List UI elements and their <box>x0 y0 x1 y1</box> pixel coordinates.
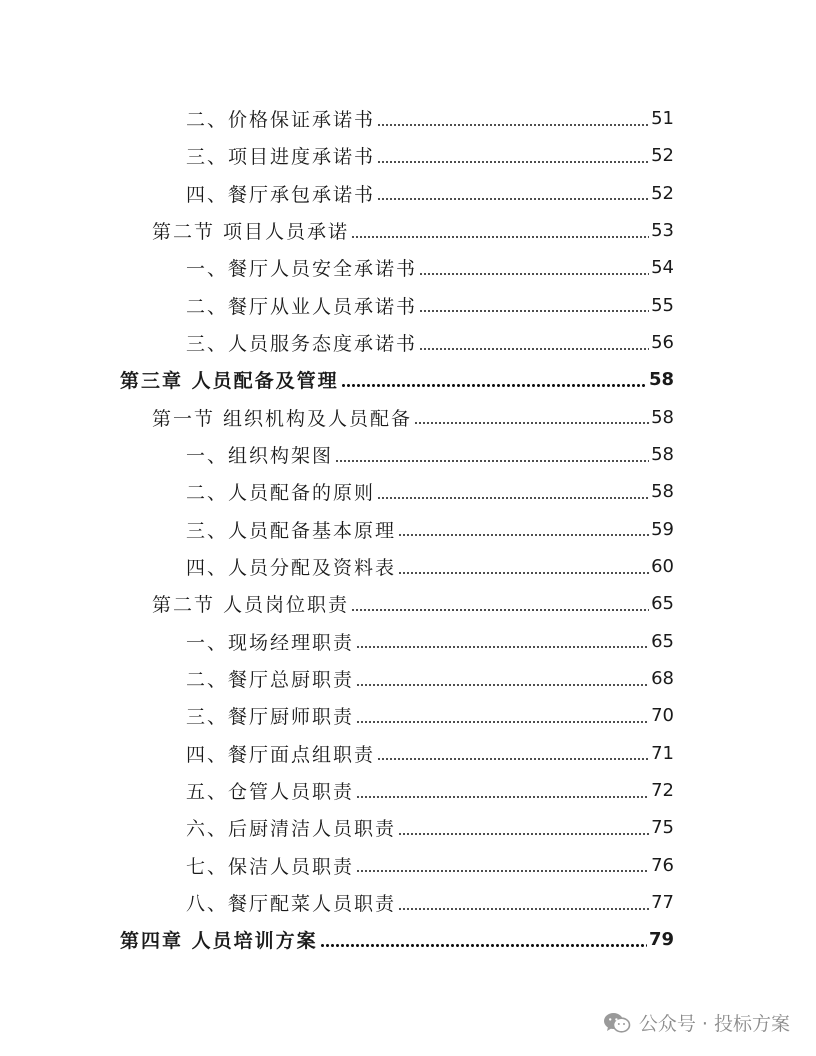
toc-entry-item[interactable] <box>0 137 816 174</box>
toc-entry-item[interactable] <box>0 175 816 212</box>
dot-leader <box>398 570 649 576</box>
toc-entry-title: 一、现场经理职责 <box>186 631 355 654</box>
dot-leader <box>356 644 649 650</box>
toc-entry-title: 四、人员分配及资料表 <box>186 557 397 580</box>
toc-entry-section[interactable] <box>0 212 816 249</box>
toc-entry-title: 第四章 人员培训方案 <box>120 930 318 953</box>
toc-page-number: 60 <box>651 556 674 578</box>
toc-entry-item[interactable] <box>0 809 816 846</box>
toc-entry-item[interactable] <box>0 697 816 734</box>
toc-page-number: 54 <box>651 257 674 279</box>
dot-leader <box>356 794 649 800</box>
toc-entry-title: 四、餐厅承包承诺书 <box>186 183 376 206</box>
toc-entry-item[interactable] <box>0 660 816 697</box>
toc-page-number: 58 <box>651 481 674 503</box>
dot-leader <box>351 234 649 240</box>
toc-entry-title: 二、价格保证承诺书 <box>186 109 376 132</box>
toc-entry-title: 一、组织构架图 <box>186 445 334 468</box>
toc-page-number: 68 <box>651 668 674 690</box>
toc-page-number: 55 <box>651 294 674 316</box>
toc-entry-section[interactable] <box>0 585 816 622</box>
toc-entry-item[interactable] <box>0 772 816 809</box>
dot-leader <box>377 159 649 165</box>
dot-leader <box>341 383 647 389</box>
toc-entry-title: 六、后厨清洁人员职责 <box>186 818 397 841</box>
toc-entry-item[interactable] <box>0 548 816 585</box>
toc-entry-item[interactable] <box>0 473 816 510</box>
toc-entry-title: 八、餐厅配菜人员职责 <box>186 893 397 916</box>
toc-page-number: 51 <box>651 108 674 130</box>
wechat-icon <box>603 1011 631 1035</box>
toc-entry-title: 三、项目进度承诺书 <box>186 146 376 169</box>
dot-leader <box>398 906 649 912</box>
toc-page-number: 65 <box>651 593 674 615</box>
toc-entry-item[interactable] <box>0 847 816 884</box>
dot-leader <box>377 196 649 202</box>
dot-leader <box>356 682 649 688</box>
toc-page-number: 53 <box>651 220 674 242</box>
dot-leader <box>398 831 649 837</box>
table-of-contents <box>0 100 816 959</box>
toc-page-number: 52 <box>651 182 674 204</box>
toc-entry-title: 五、仓管人员职责 <box>186 781 355 804</box>
toc-entry-chapter[interactable] <box>0 361 816 398</box>
toc-page-number: 59 <box>651 518 674 540</box>
dot-leader <box>419 271 649 277</box>
toc-entry-title: 第一节 组织机构及人员配备 <box>152 407 413 430</box>
dot-leader <box>335 458 649 464</box>
toc-entry-title: 第二节 人员岗位职责 <box>152 594 350 617</box>
toc-page-number: 77 <box>651 892 674 914</box>
toc-page-number: 65 <box>651 630 674 652</box>
toc-entry-item[interactable] <box>0 249 816 286</box>
dot-leader <box>356 868 649 874</box>
toc-page-number: 70 <box>651 705 674 727</box>
toc-entry-title: 四、餐厅面点组职责 <box>186 743 376 766</box>
dot-leader <box>377 122 649 128</box>
dot-leader <box>356 719 649 725</box>
toc-entry-item[interactable] <box>0 287 816 324</box>
toc-page-number: 71 <box>651 742 674 764</box>
dot-leader <box>419 346 649 352</box>
dot-leader <box>351 607 649 613</box>
toc-page-number: 75 <box>651 817 674 839</box>
toc-page-number: 58 <box>651 406 674 428</box>
toc-entry-title: 第三章 人员配备及管理 <box>120 370 339 393</box>
toc-entry-chapter[interactable] <box>0 921 816 958</box>
toc-entry-title: 三、人员服务态度承诺书 <box>186 333 418 356</box>
toc-entry-title: 二、餐厅总厨职责 <box>186 669 355 692</box>
toc-page-number: 79 <box>648 929 674 951</box>
toc-page-number: 72 <box>651 780 674 802</box>
toc-entry-item[interactable] <box>0 100 816 137</box>
dot-leader <box>377 756 649 762</box>
toc-entry-item[interactable] <box>0 884 816 921</box>
dot-leader <box>398 532 649 538</box>
toc-page-number: 56 <box>651 332 674 354</box>
toc-page-number: 52 <box>651 145 674 167</box>
toc-entry-title: 二、人员配备的原则 <box>186 482 376 505</box>
toc-page-number: 58 <box>648 369 674 391</box>
watermark-text: 公众号 · 投标方案 <box>638 1013 790 1035</box>
dot-leader <box>320 943 647 949</box>
toc-entry-item[interactable] <box>0 511 816 548</box>
dot-leader <box>419 308 649 314</box>
toc-entry-item[interactable] <box>0 735 816 772</box>
toc-entry-item[interactable] <box>0 324 816 361</box>
toc-entry-title: 第二节 项目人员承诺 <box>152 221 350 244</box>
watermark <box>603 1009 790 1036</box>
toc-entry-title: 二、餐厅从业人员承诺书 <box>186 295 418 318</box>
dot-leader <box>377 495 649 501</box>
dot-leader <box>414 420 649 426</box>
toc-entry-item[interactable] <box>0 623 816 660</box>
toc-entry-title: 一、餐厅人员安全承诺书 <box>186 258 418 281</box>
toc-entry-title: 三、人员配备基本原理 <box>186 519 397 542</box>
toc-entry-title: 七、保洁人员职责 <box>186 855 355 878</box>
toc-entry-title: 三、餐厅厨师职责 <box>186 706 355 729</box>
toc-entry-section[interactable] <box>0 399 816 436</box>
toc-entry-item[interactable] <box>0 436 816 473</box>
toc-page-number: 58 <box>651 444 674 466</box>
toc-page-number: 76 <box>651 854 674 876</box>
